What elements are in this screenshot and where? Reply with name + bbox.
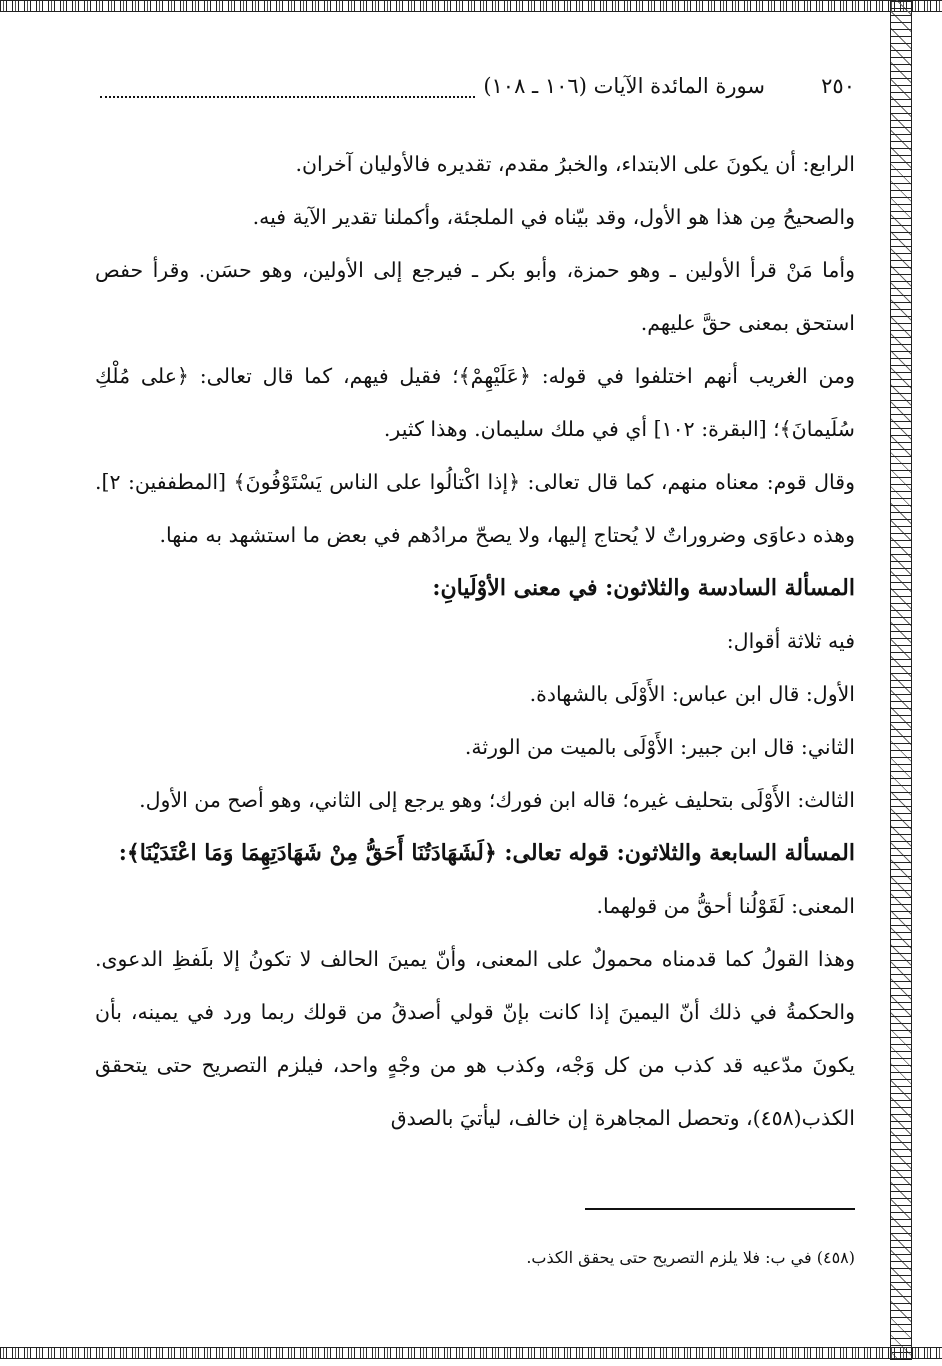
footnote-separator <box>585 1208 855 1210</box>
decorative-border-bottom <box>0 1347 942 1359</box>
leader-dots <box>100 96 475 98</box>
paragraph: المعنى: لَقَوْلُنا أحقُّ من قولهما. <box>596 894 855 918</box>
book-page <box>95 18 855 1328</box>
running-header <box>95 74 855 114</box>
page-number: ٢٥٠ <box>821 74 855 98</box>
footnote: (٤٥٨) في ب: فلا يلزم التصريح حتى يحقق الكذب. <box>526 1248 855 1267</box>
paragraph: وأما مَنْ قرأ الأولين ـ وهو حمزة، وأبو بكر ـ فيرجع إلى الأولين، وهو حسَن. وقرأ حفص استحق بمعنى حقَّ عليهم. <box>95 258 855 335</box>
paragraph: وقال قوم: معناه منهم، كما قال تعالى: ﴿إذا اكْتالُوا على الناس يَسْتَوْفُونَ﴾ [المطففين: ٢]. وهذه دعاوَى وضروراتٌ لا يُحتاج إليها، ولا يصحّ مرادُهم في بعض ما استشهد به منها. <box>95 470 855 547</box>
page-body <box>95 138 855 1145</box>
decorative-border-top <box>0 0 942 12</box>
paragraph: الرابع: أن يكونَ على الابتداء، والخبرُ مقدم، تقديره فالأوليان آخران. <box>295 152 855 176</box>
section-heading: المسألة السادسة والثلاثون: في معنى الأوْلَيانِ: <box>432 575 855 601</box>
section-heading: المسألة السابعة والثلاثون: قوله تعالى: ﴿لَشَهَادَتُنَا أَحَقُّ مِنْ شَهَادَتِهِمَا وَمَا اعْتَدَيْنَا﴾: <box>118 840 855 866</box>
paragraph: فيه ثلاثة أقوال: <box>726 629 855 653</box>
running-title: سورة المائدة الآيات (١٠٦ ـ ١٠٨) <box>483 74 765 98</box>
paragraph: وهذا القولُ كما قدمناه محمولٌ على المعنى، وأنّ يمينَ الحالف لا تكونُ إلا بلَفظِ الدعوى. والحكمةُ في ذلك أنّ اليمينَ إذا كانت بإنّ قولي أصدقُ من قولك ربما ورد في يمينه، بأن يكونَ مدّعيه قد كذب من كل وَجْه، وكذب هو من وجْهٍ واحد، فيلزم التصريح حتى يتحقق الكذب(٤٥٨)، وتحصل المجاهرة إن خالف، ليأتيَ بالصدق <box>95 947 855 1130</box>
paragraph: والصحيحُ مِن هذا هو الأول، وقد بيّناه في الملجئة، وأكملنا تقدير الآية فيه. <box>252 205 855 229</box>
decorative-border-right <box>890 0 912 1360</box>
paragraph: الثاني: قال ابن جبير: الأَوْلَى بالميت من الورثة. <box>464 735 855 759</box>
paragraph: ومن الغريب أنهم اختلفوا في قوله: ﴿عَلَيْهِمْ﴾؛ فقيل فيهم، كما قال تعالى: ﴿على مُلْكِ سُلَيمانَ﴾؛ [البقرة: ١٠٢] أي في ملك سليمان. وهذا كثير. <box>95 364 855 441</box>
paragraph: الثالث: الأَوْلَى بتحليف غيره؛ قاله ابن فورك؛ وهو يرجع إلى الثاني، وهو أصح من الأول. <box>139 788 855 812</box>
paragraph: الأول: قال ابن عباس: الأَوْلَى بالشهادة. <box>529 682 855 706</box>
